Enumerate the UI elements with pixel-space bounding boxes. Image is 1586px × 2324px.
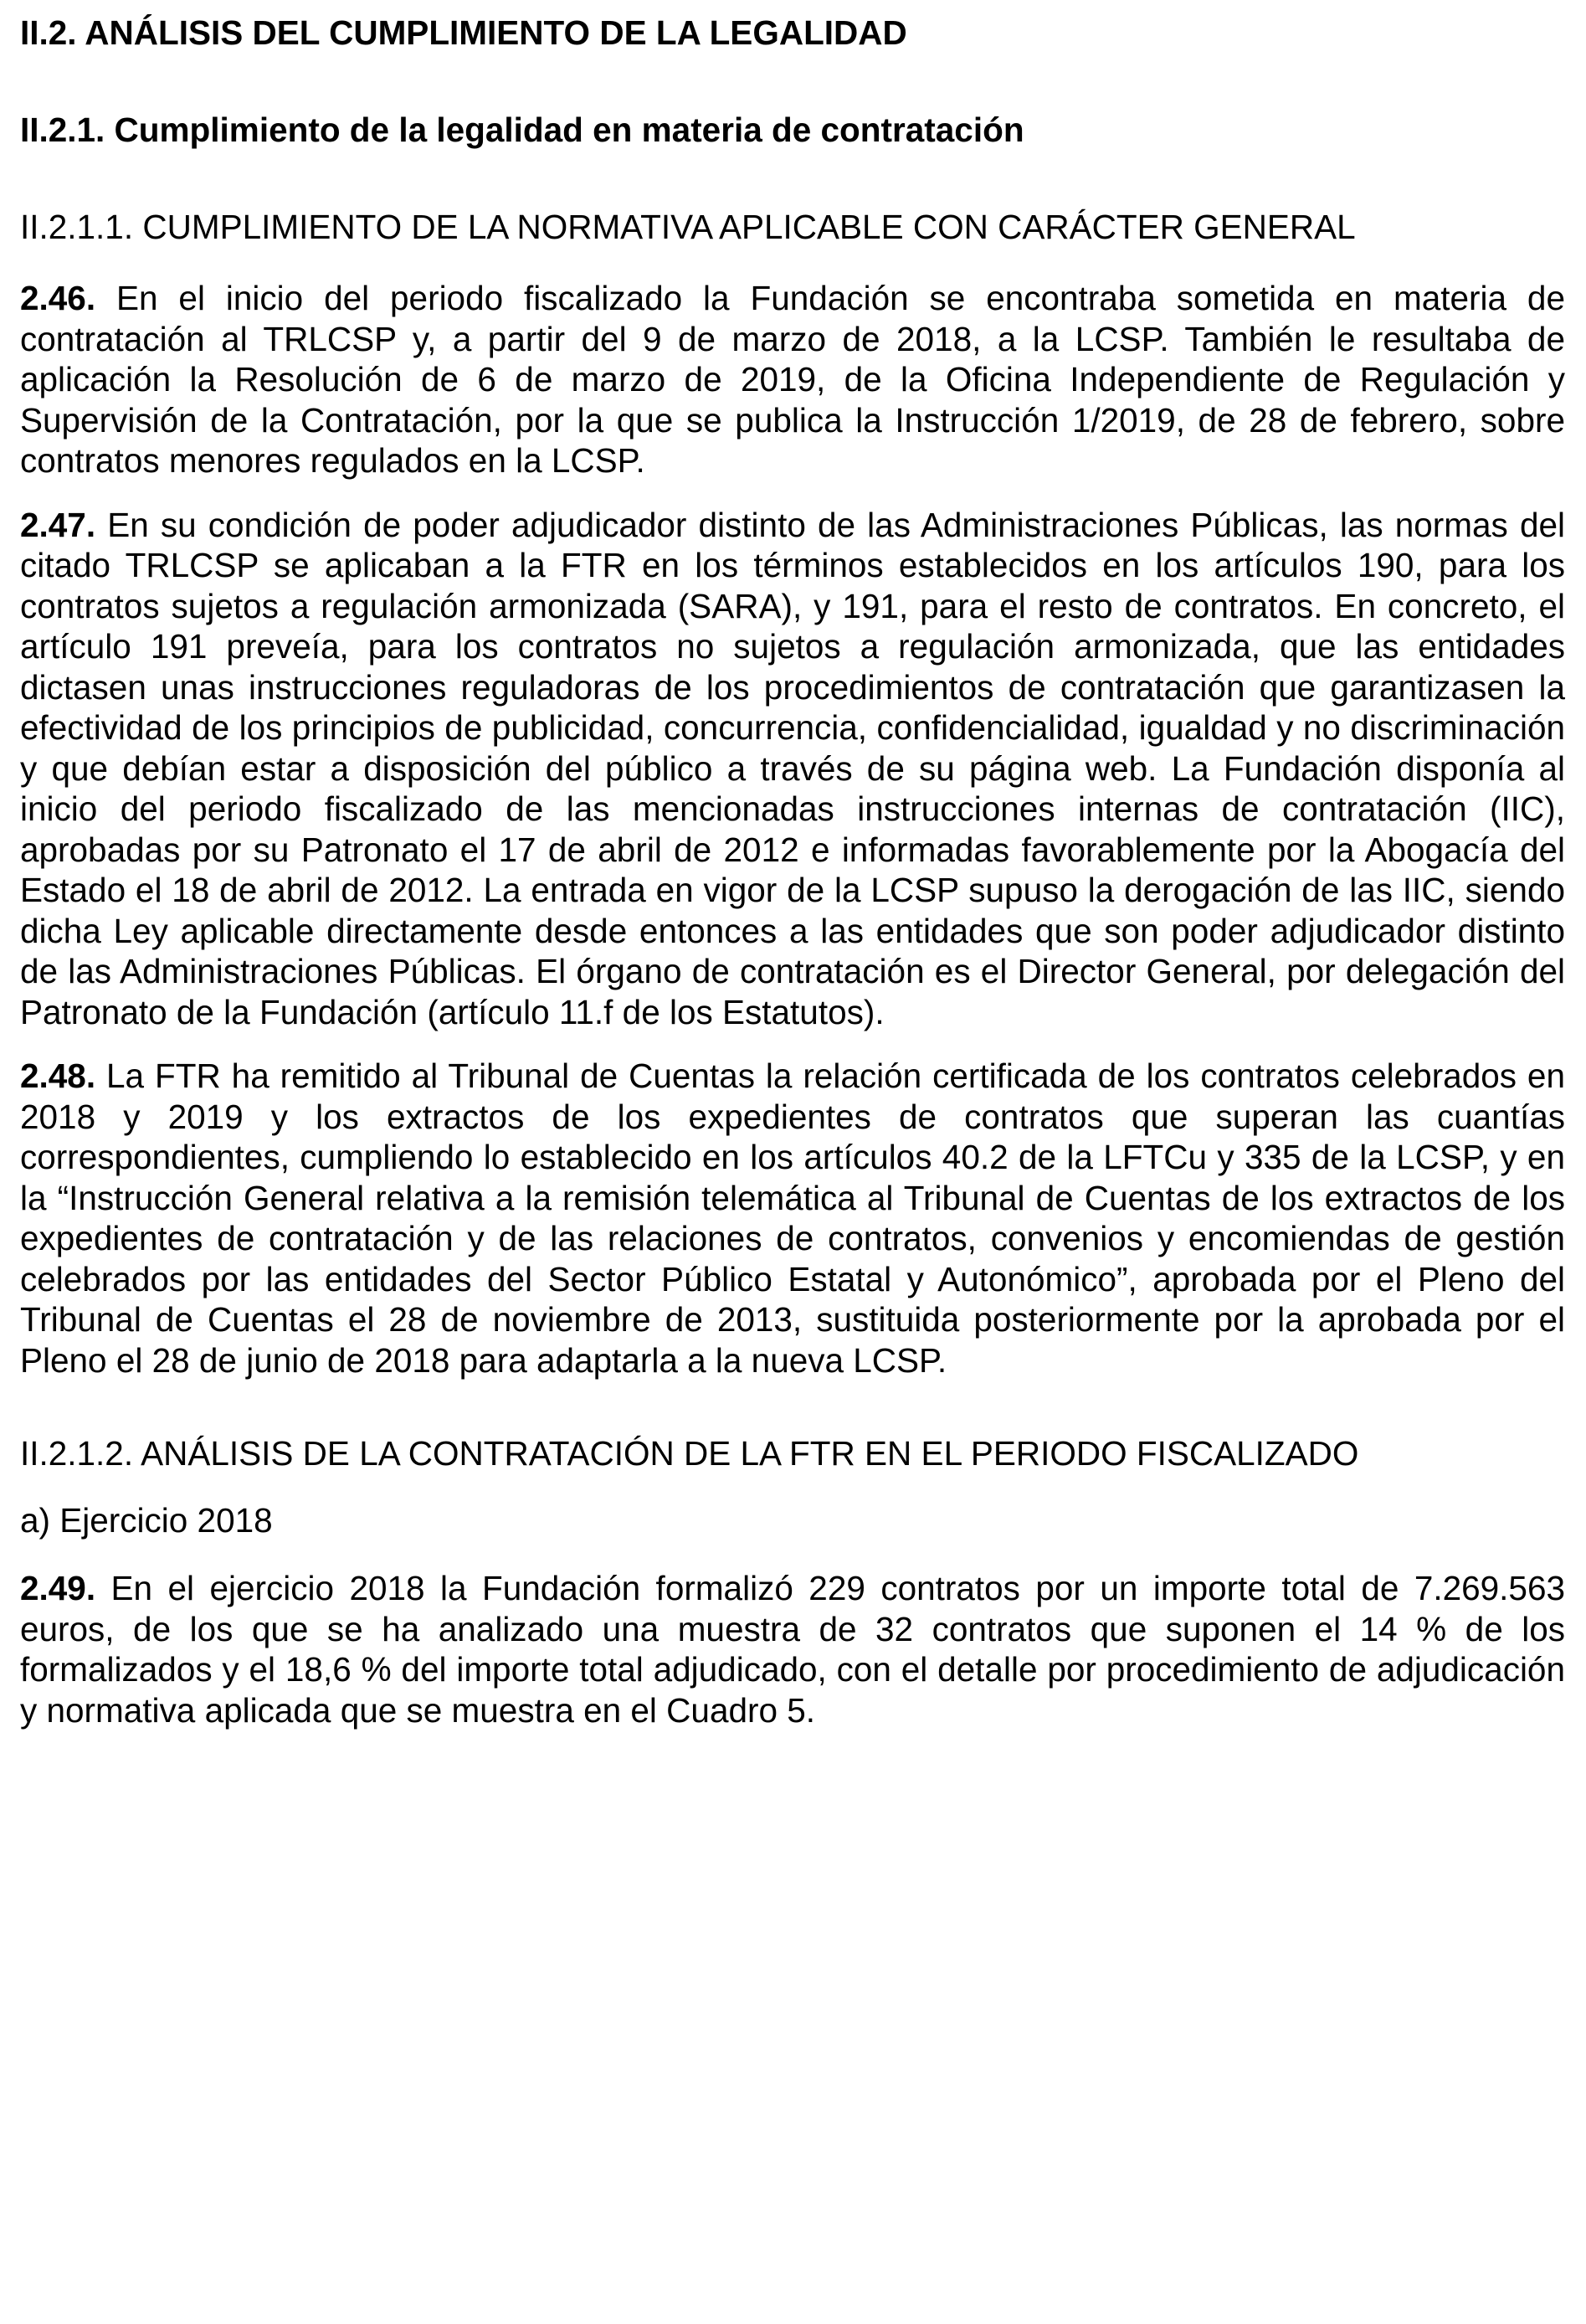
subsection-heading: II.2.1. Cumplimiento de la legalidad en materia de contratación — [20, 111, 1024, 149]
subsubsection-heading-general: II.2.1.1. CUMPLIMIENTO DE LA NORMATIVA APLICABLE CON CARÁCTER GENERAL — [20, 208, 1356, 246]
paragraph-text: En el inicio del periodo fiscalizado la Fundación se encontraba sometida en materia de contratación al TRLCSP y, a partir del 9 de marzo de 2018, a la LCSP. También le resultaba de aplicación la Resolución de 6 de marzo de 2019, de la Oficina Independiente de Regulación y Supervisión de la Contratación, por la que se publica la Instrucción 1/2019, de 28 de febrero, sobre contratos menores regulados en la LCSP. — [20, 279, 1565, 480]
document-page — [20, 12, 1565, 1754]
paragraph-number: 2.49. — [20, 1569, 96, 1607]
paragraph-text: En el ejercicio 2018 la Fundación formalizó 229 contratos por un importe total de 7.269.563 euros, de los que se ha analizado una muestra de 32 contratos que suponen el 14 % de los formalizados y el 18,6 % del importe total adjudicado, con el detalle por procedimiento de adjudicación y normativa aplicada que se muestra en el Cuadro 5. — [20, 1569, 1565, 1730]
paragraph-number: 2.47. — [20, 505, 96, 544]
paragraph-text: En su condición de poder adjudicador distinto de las Administraciones Públicas, las normas del citado TRLCSP se aplicaban a la FTR en los términos establecidos en los artículos 190, para los contratos sujetos a regulación armonizada (SARA), y 191, para el resto de contratos. En concreto, el artículo 191 preveía, para los contratos no sujetos a regulación armonizada, que las entidades dictasen unas instrucciones reguladoras de los procedimientos de contratación que garantizasen la efectividad de los principios de publicidad, concurrencia, confidencialidad, igualdad y no discriminación y que debían estar a disposición del público a través de su página web. La Fundación disponía al inicio del periodo fiscalizado de las mencionadas instrucciones internas de contratación (IIC), aprobadas por su Patronato el 17 de abril de 2012 e informadas favorablemente por la Abogacía del Estado el 18 de abril de 2012. La entrada en vigor de la LCSP supuso la derogación de las IIC, siendo dicha Ley aplicable directamente desde entonces a las entidades que son poder adjudicador distinto de las Administraciones Públicas. El órgano de contratación es el Director General, por delegación del Patronato de la Fundación (artículo 11.f de los Estatutos). — [20, 505, 1565, 1031]
paragraph-2-49 — [20, 1568, 1565, 1730]
paragraph-number: 2.46. — [20, 279, 96, 317]
exercise-heading: a) Ejercicio 2018 — [20, 1501, 273, 1540]
paragraph-2-48 — [20, 1056, 1565, 1381]
section-heading: II.2. ANÁLISIS DEL CUMPLIMIENTO DE LA LEGALIDAD — [20, 13, 907, 52]
subsubsection-heading-analysis: II.2.1.2. ANÁLISIS DE LA CONTRATACIÓN DE LA FTR EN EL PERIODO FISCALIZADO — [20, 1434, 1359, 1473]
paragraph-2-47 — [20, 505, 1565, 1033]
paragraph-number: 2.48. — [20, 1057, 96, 1095]
paragraph-2-46 — [20, 278, 1565, 481]
paragraph-text: La FTR ha remitido al Tribunal de Cuentas la relación certificada de los contratos celebrados en 2018 y 2019 y los extractos de los expedientes de contratos que superan las cuantías correspondientes, cumpliendo lo establecido en los artículos 40.2 de la LFTCu y 335 de la LCSP, y en la “Instrucción General relativa a la remisión telemática al Tribunal de Cuentas de los extractos de los expedientes de contratación y de las relaciones de contratos, convenios y encomiendas de gestión celebrados por las entidades del Sector Público Estatal y Autonómico”, aprobada por el Pleno del Tribunal de Cuentas el 28 de noviembre de 2013, sustituida posteriormente por la aprobada por el Pleno el 28 de junio de 2018 para adaptarla a la nueva LCSP. — [20, 1057, 1565, 1380]
